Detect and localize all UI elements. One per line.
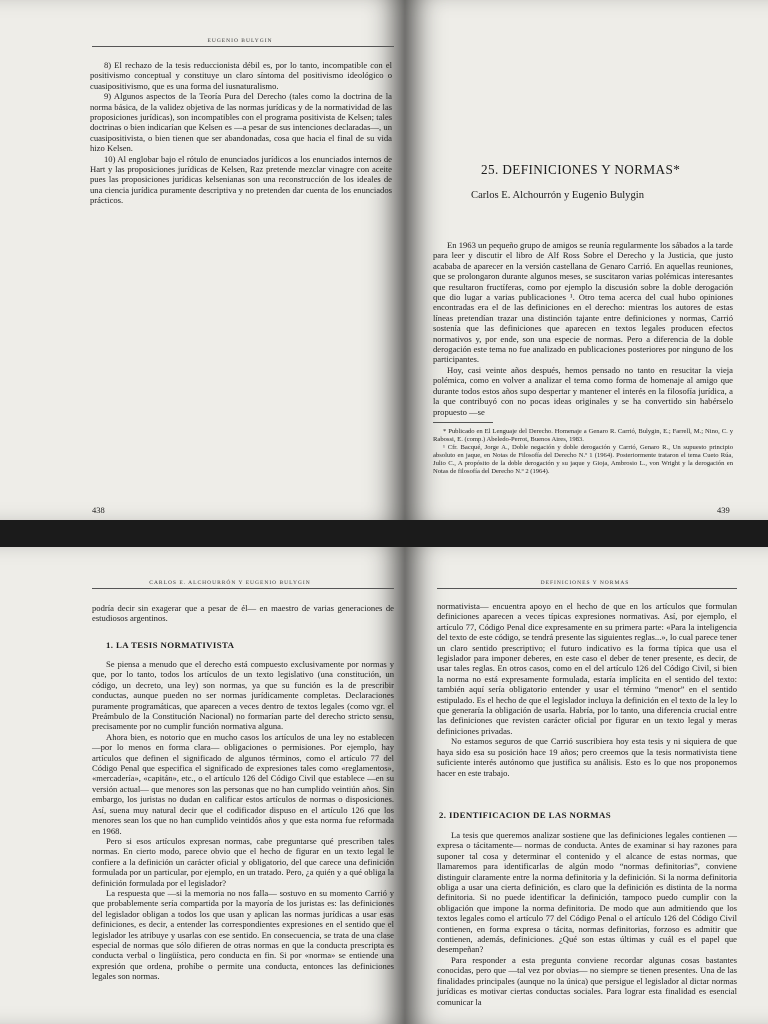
note-9: 9) Algunos aspectos de la Teoría Pura del Derecho (tales como la doctrina de la norma básica, de la validez objetiva de las normas jurídicas y de la normatividad de las proposiciones jurídicas), son incompatibles con el programa positivista de Kelsen; tales doctrinas o bien indicarían que Kelsen es —a pesar de sus intenciones declaradas—, un cuasipositivista, o bien tienen que ser abandonadas, cosa que hacia el final de su vida hizo Kelsen.	[90, 91, 392, 154]
page-number: 438	[92, 505, 105, 515]
header-rule	[437, 588, 737, 589]
body-text	[437, 601, 737, 778]
paragraph: normativista— encuentra apoyo en el hecho de que en los artículos que formulan definiciones aparecen a veces típicas expresiones normativas. Así, por ejemplo, el artículo 77, Código Penal dice expresamente en su primera parte: «Para la inteligencia del texto de este código, se tendrá presente las siguientes reglas...», lo cual parece tener un claro sentido prescriptivo; el futuro indicativo es la forma típica que usa el legislador para imponer deberes, en este caso el deber de tener presente, es decir, de usar tales reglas. En otros casos, como en el del artículo 126 del Código Civil, si bien la norma no está expresamente formulada, estaría implícita en el sentido del texto: también aquí sería obligatorio entender y usar el término “menor” en el sentido estipulado. Es el hecho de que el legislador incluya la definición en el texto de la ley lo que generaría la obligación de usarla. Habría, por lo tanto, una diferencia crucial entre las definiciones que revisten carácter oficial por figurar en un texto legal y meras definiciones privadas.	[437, 601, 737, 736]
note-10: 10) Al englobar bajo el rótulo de enunciados jurídicos a los enunciados internos de Hart y las proposiciones jurídicas de Kelsen, Raz pretende mezclar vinagre con aceite pues las proposiciones jurídicas kelsenianas son una reconstrucción de los ideales de una ciencia jurídica puramente descriptiva y no pretenden dar cuenta de los enunciados prácticos.	[90, 153, 392, 206]
opening-text	[92, 603, 394, 624]
paragraph: La respuesta que —si la memoria no nos falla— sostuvo en su momento Carrió y que probablemente sería compartida por la mayoría de los juristas es: las definiciones del legislador obligan a todos los que usan y aplican las normas jurídicas a usar esas definiciones, es decir, a entender las correspondientes expresiones en el sentido que el legislador les atribuye y usarlas con ese sentido. En consecuencia, se trata de una clase especial de normas que sólo difieren de otras normas en que la conducta prescripta es conducta verbal o lingüística, pero conducta en fin. Si por «norma» se entiende una expresión que ordena, prohíbe o permite una conducta, entonces las definiciones legales son normas.	[92, 887, 394, 982]
chapter-authors: Carlos E. Alchourrón y Eugenio Bulygin	[471, 190, 645, 201]
footnote: * Publicado en El Lenguaje del Derecho. Homenaje a Genaro R. Carrió, Bulygin, E.; Farrell, M.; Nino, C. y Rabossi, E. (comp.) Abeledo-Perrot, Buenos Aires, 1983.	[433, 428, 733, 443]
footnote: ¹ Cfr. Bacqué, Jorge A., Doble negación y doble derogación y Carrió, Genaro R., Un supuesto principio absoluto en jaque, en Notas de Filosofía del Derecho N.º 1 (1964). Posteriormente trataron el tema Cueto Rúa, Julio C., A propósito de la doble derogación y su jaque y Gioja, Ambrosio L., von Wright y la derogación en Notas de filosofía del Derecho N.º 2 (1964).	[433, 444, 733, 475]
body-text	[433, 240, 733, 417]
header-rule	[92, 46, 394, 47]
running-head: CARLOS E. ALCHOURRÓN Y EUGENIO BULYGIN	[149, 580, 311, 586]
paragraph: No estamos seguros de que Carrió suscribiera hoy esta tesis y ni siquiera de que haya sido esa su posición hace 19 años; pero creemos que la tesis normativista tiene suficiente interés autónomo que justifica su análisis. Esto es lo que nos proponemos hacer en este trabajo.	[437, 736, 737, 778]
running-head: EUGENIO BULYGIN	[207, 38, 273, 44]
footnote-rule	[433, 422, 493, 423]
page-number: 439	[717, 505, 730, 515]
paragraph: Se piensa a menudo que el derecho está compuesto exclusivamente por normas y que, por lo tanto, todos los artículos de un texto legislativo (una constitución, un código, un decreto, una ley) son normas, ya que su función es la de prescribir conductas, aunque pueden no ser normas jurídicamente completas. Declaraciones puramente programáticas, que aparecen a veces dentro de textos legales (como vgr. el Preámbulo de la Constitución Nacional) no formarían parte del derecho stricto sensu, precisamente por no cumplir función normativa alguna.	[92, 659, 394, 732]
chapter-title: 25. DEFINICIONES Y NORMAS*	[481, 162, 681, 177]
body-text	[92, 659, 394, 982]
page-440	[0, 547, 405, 1024]
paragraph: Hoy, casi veinte años después, hemos pensado no tanto en resucitar la vieja polémica, como en volver a analizar el tema como forma de homenaje al amigo que durante todos estos años supo despertar y mantener el interés en la filosofía jurídica, a la que contribuyó con no pocas ideas originales y se ha convertido sin habérselo propuesto —se	[433, 364, 733, 417]
footnotes	[433, 428, 733, 476]
note-8: 8) El rechazo de la tesis reduccionista débil es, por lo tanto, incompatible con el positivismo conceptual y constituye un claro síntoma del positivismo ideológico o cuasipositivismo, que es una forma del iusnaturalismo.	[90, 60, 392, 91]
page-441	[405, 547, 768, 1024]
body-text-2	[437, 830, 737, 1007]
paragraph: Para responder a esta pregunta conviene recordar algunas cosas bastantes conocidas, pero que —tal vez por obvias— no siempre se tienen presentes. Una de las finalidades principales (aunque no la única) que persigue el legislador al dictar normas jurídicas es motivar ciertas conductas sociales. Para lograr esta finalidad es esencial comunicar la	[437, 954, 737, 1007]
paragraph: La tesis que queremos analizar sostiene que las definiciones legales contienen —expresa o tácitamente— normas de conducta. Antes de examinar si hay razones para suponer tal cosa y determinar el contenido y el alcance de estas normas, que llamaremos para identificarlas de algún modo “normas definitorias”, conviene distinguir claramente entre la norma definitoria y la definición. Si la norma definitoria obliga a usar una cierta definición, es claro que la definición es distinta de la norma definitoria. Si no puede identificar la definición, tampoco puedo cumplir con la obligación que impone la norma definitoria. De modo que aun admitiendo que los textos legales como el artículo 77 del Código Penal o el artículo 126 del Código Civil contienen, en forma expresa o tácita, normas definitorias, forzoso es admitir que contienen, además, definiciones. ¿Qué son estas últimas y cuál es el papel que desempeñan?	[437, 830, 737, 955]
numbered-notes	[90, 60, 392, 206]
header-rule	[92, 588, 394, 589]
paragraph: En 1963 un pequeño grupo de amigos se reunía regularmente los sábados a la tarde para leer y discutir el libro de Alf Ross Sobre el Derecho y la Justicia, que justo acababa de aparecer en la versión castellana de Genaro Carrió. En aquellas reuniones, que se prolongaron durante algunos meses, se suscitaron varias polémicas interesantes que resultaron fructíferas, como por ejemplo la discusión sobre la doble derogación que dio lugar a varias publicaciones ¹. Otro tema acerca del cual hubo opiniones encontradas era el de las definiciones en el derecho: mientras los autores de estas líneas pretendían trazar una distinción tajante entre definiciones y normas, Carrió sostenía que las definiciones que aparecen en textos legales producen efectos normativos y, por ende, son una especie de normas. Pero a diferencia de la doble derogación este tema no fue analizado en publicaciones posteriores por ninguno de los participantes.	[433, 240, 733, 365]
running-head: DEFINICIONES Y NORMAS	[540, 580, 630, 586]
page-439	[405, 0, 768, 520]
paragraph: podría decir sin exagerar que a pesar de él— en maestro de varias generaciones de estudiosos argentinos.	[92, 603, 394, 624]
section-heading: 2. IDENTIFICACION DE LAS NORMAS	[439, 810, 611, 820]
paragraph: Ahora bien, es notorio que en mucho casos los artículos de una ley no establecen —por lo menos en forma clara— obligaciones o permisiones. Por ejemplo, hay artículos que definen el significado de algunos términos, como el artículo 77 del Código Penal que especifica el significado de expresiones tales como «reglamentos», «mercadería», «capitán», etc., o el artículo 126 del Código Civil que establece —en su versión actual— que menores son las personas que no han cumplido veintiún años. Sin embargo, los juristas no dudan en calificar estos artículos de normas o disposiciones. Así, suena muy natural decir que el codificador dispuso en el artículo 126 que los menores sean los que no han cumplido veintidós años y que esta norma fue reformada en 1968.	[92, 731, 394, 836]
section-heading: 1. LA TESIS NORMATIVISTA	[106, 640, 235, 650]
paragraph: Pero si esos artículos expresan normas, cabe preguntarse qué prescriben tales normas. En cierto modo, parece obvio que el hecho de figurar en un texto legal le confiere a la definición un carácter oficial y obligatorio, del que carece una definición formulada por un particular, por ejemplo, en un tratado. Pero, ¿a quién y a qué obliga la definición formulada por el legislador?	[92, 835, 394, 888]
page-438	[0, 0, 405, 520]
